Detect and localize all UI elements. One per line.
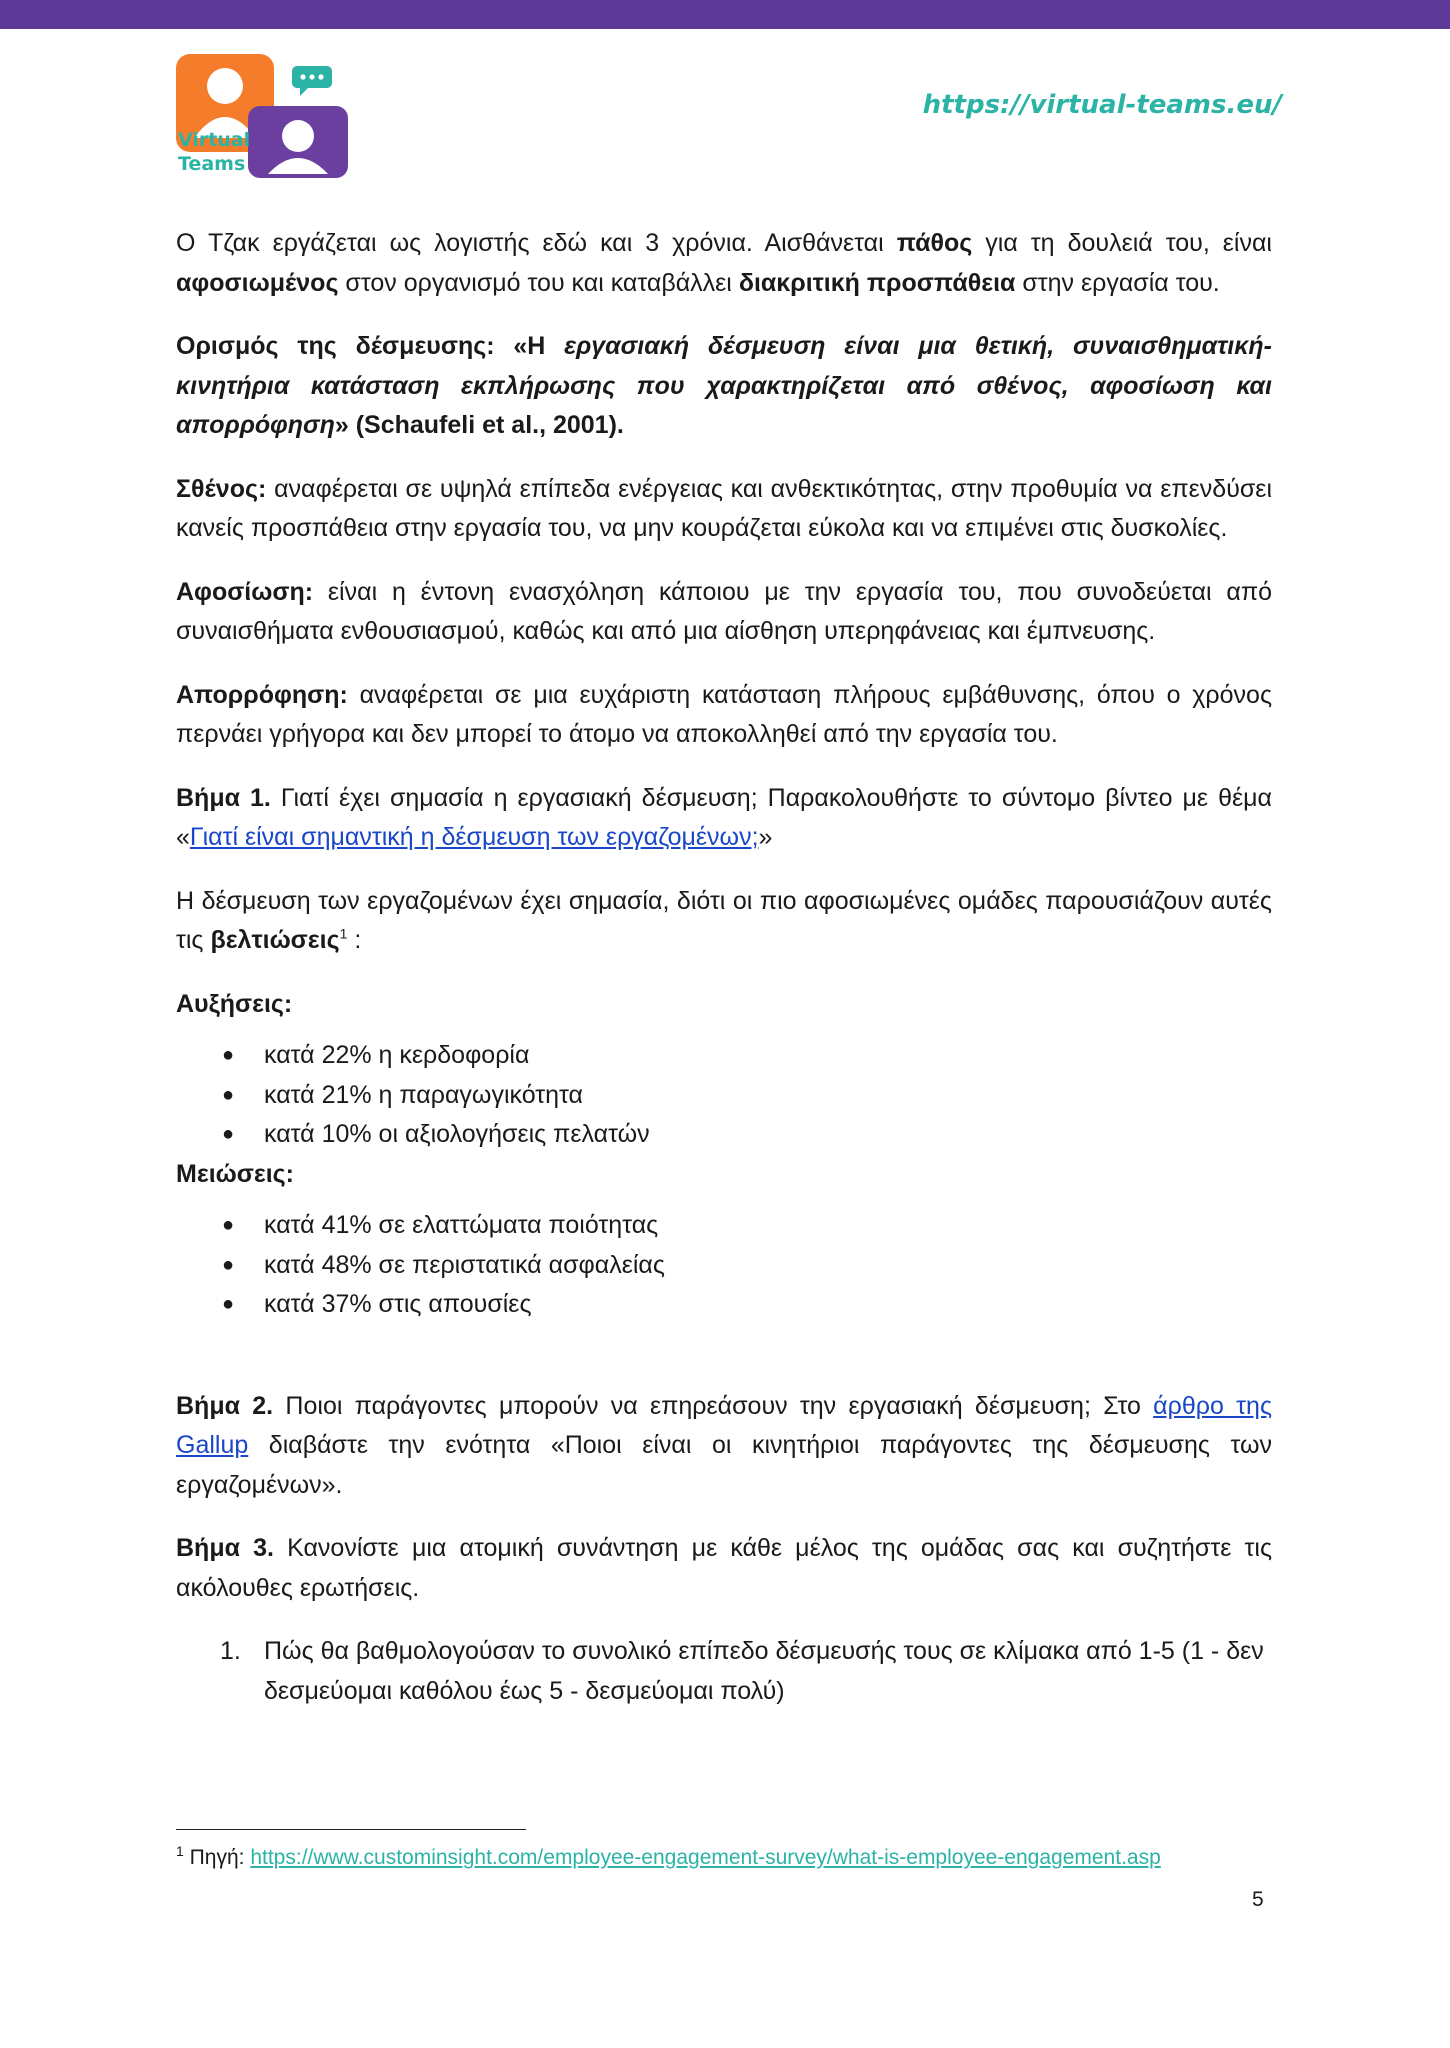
dedication-paragraph: Αφοσίωση: είναι η έντονη ενασχόληση κάποιου με την εργασία του, που συνοδεύεται από συναισθήματα ενθουσιασμού, καθώς και από μια αίσθηση υπερηφάνειας και έμπνευσης. [176, 577, 1272, 645]
definition-paragraph: Ορισμός της δέσμευσης: «Η εργασιακή δέσμευση είναι μια θετική, συναισθηματική-κινητήρια κατάσταση εκπλήρωσης που χαρακτηρίζεται από σθένος, αφοσίωση και απορρόφηση» (Schaufeli et al., 2001). [176, 332, 1272, 439]
question-item: 1. Πώς θα βαθμολογούσαν το συνολικό επίπεδο δέσμευσής τους σε κλίμακα από 1-5 (1 - δεν δεσμεύομαι καθόλου έως 5 - δεσμεύομαι πολύ) [176, 1632, 1272, 1711]
decreases-heading: Μειώσεις: [176, 1159, 294, 1188]
decreases-list [176, 1206, 1272, 1325]
intro-paragraph: Ο Τζακ εργάζεται ως λογιστής εδώ και 3 χρόνια. Αισθάνεται πάθος για τη δουλειά του, είναι αφοσιωμένος στον οργανισμό του και καταβάλλει διακριτική προσπάθεια στην εργασία του. [176, 229, 1272, 297]
increases-heading: Αυξήσεις: [176, 989, 293, 1018]
virtual-teams-logo [176, 52, 356, 180]
list-item: ● κατά 37% στις απουσίες [176, 1285, 1272, 1325]
video-link[interactable]: Γιατί είναι σημαντική η δέσμευση των εργαζομένων; [189, 823, 759, 851]
absorption-paragraph: Απορρόφηση: αναφέρεται σε μια ευχάριστη κατάσταση πλήρους εμβάθυνσης, όπου ο χρόνος περνάει γρήγορα και δεν μπορεί το άτομο να αποκολληθεί από την εργασία του. [176, 680, 1272, 748]
logo-text-teams: Teams [178, 153, 246, 175]
improvements-paragraph: Η δέσμευση των εργαζομένων έχει σημασία, διότι οι πιο αφοσιωμένες ομάδες παρουσιάζουν αυτές τις βελτιώσεις$^1$ : [176, 886, 1272, 954]
list-item: ● κατά 48% σε περιστατικά ασφαλείας [176, 1246, 1272, 1286]
question-number: 1. [220, 1637, 241, 1665]
list-item: ● κατά 22% η κερδοφορία [176, 1036, 1272, 1076]
logo-text-virtual: Virtual [178, 129, 251, 151]
questions-list [176, 1632, 1272, 1711]
footnote-reference: 1 [339, 925, 348, 942]
footnote: $^1$ Πηγή: https://www.custominsight.com/employee-engagement-survey/what-is-employee-engagement.asp [176, 1843, 1161, 1869]
step3-paragraph: Βήμα 3. Κανονίστε μια ατομική συνάντηση με κάθε μέλος της ομάδας σας και συζητήστε τις ακόλουθες ερωτήσεις. [176, 1534, 1272, 1602]
page-number: 5 [1252, 1888, 1264, 1911]
footnote-separator [176, 1829, 526, 1830]
gallup-article-link[interactable]: άρθρο της Gallup [176, 1391, 1272, 1459]
increases-list [176, 1036, 1272, 1155]
list-item: ● κατά 21% η παραγωγικότητα [176, 1076, 1272, 1116]
step2-paragraph: Βήμα 2. Ποιοι παράγοντες μπορούν να επηρεάσουν την εργασιακή δέσμευση; Στο άρθρο της Gallup διαβάστε την ενότητα «Ποιοι είναι οι κινητήριοι παράγοντες της δέσμευσης των εργαζομένων». [176, 1391, 1272, 1499]
list-item: ● κατά 10% οι αξιολογήσεις πελατών [176, 1115, 1272, 1155]
step1-paragraph: Βήμα 1. Γιατί έχει σημασία η εργασιακή δέσμευση; Παρακολουθήστε το σύντομο βίντεο με θέμα «Γιατί είναι σημαντική η δέσμευση των εργαζομένων;» [176, 783, 1272, 851]
site-url-link[interactable]: https://virtual-teams.eu/ [922, 90, 1282, 120]
vigor-paragraph: Σθένος: αναφέρεται σε υψηλά επίπεδα ενέργειας και ανθεκτικότητας, στην προθυμία να επενδύσει κανείς προσπάθεια στην εργασία του, να μην κουράζεται εύκολα και να επιμένει στις δυσκολίες. [176, 474, 1272, 542]
page-content [176, 224, 1272, 1711]
list-item: ● κατά 41% σε ελαττώματα ποιότητας [176, 1206, 1272, 1246]
top-color-bar [0, 0, 1450, 29]
source-link[interactable]: https://www.custominsight.com/employee-engagement-survey/what-is-employee-engagement.asp [250, 1846, 1161, 1869]
